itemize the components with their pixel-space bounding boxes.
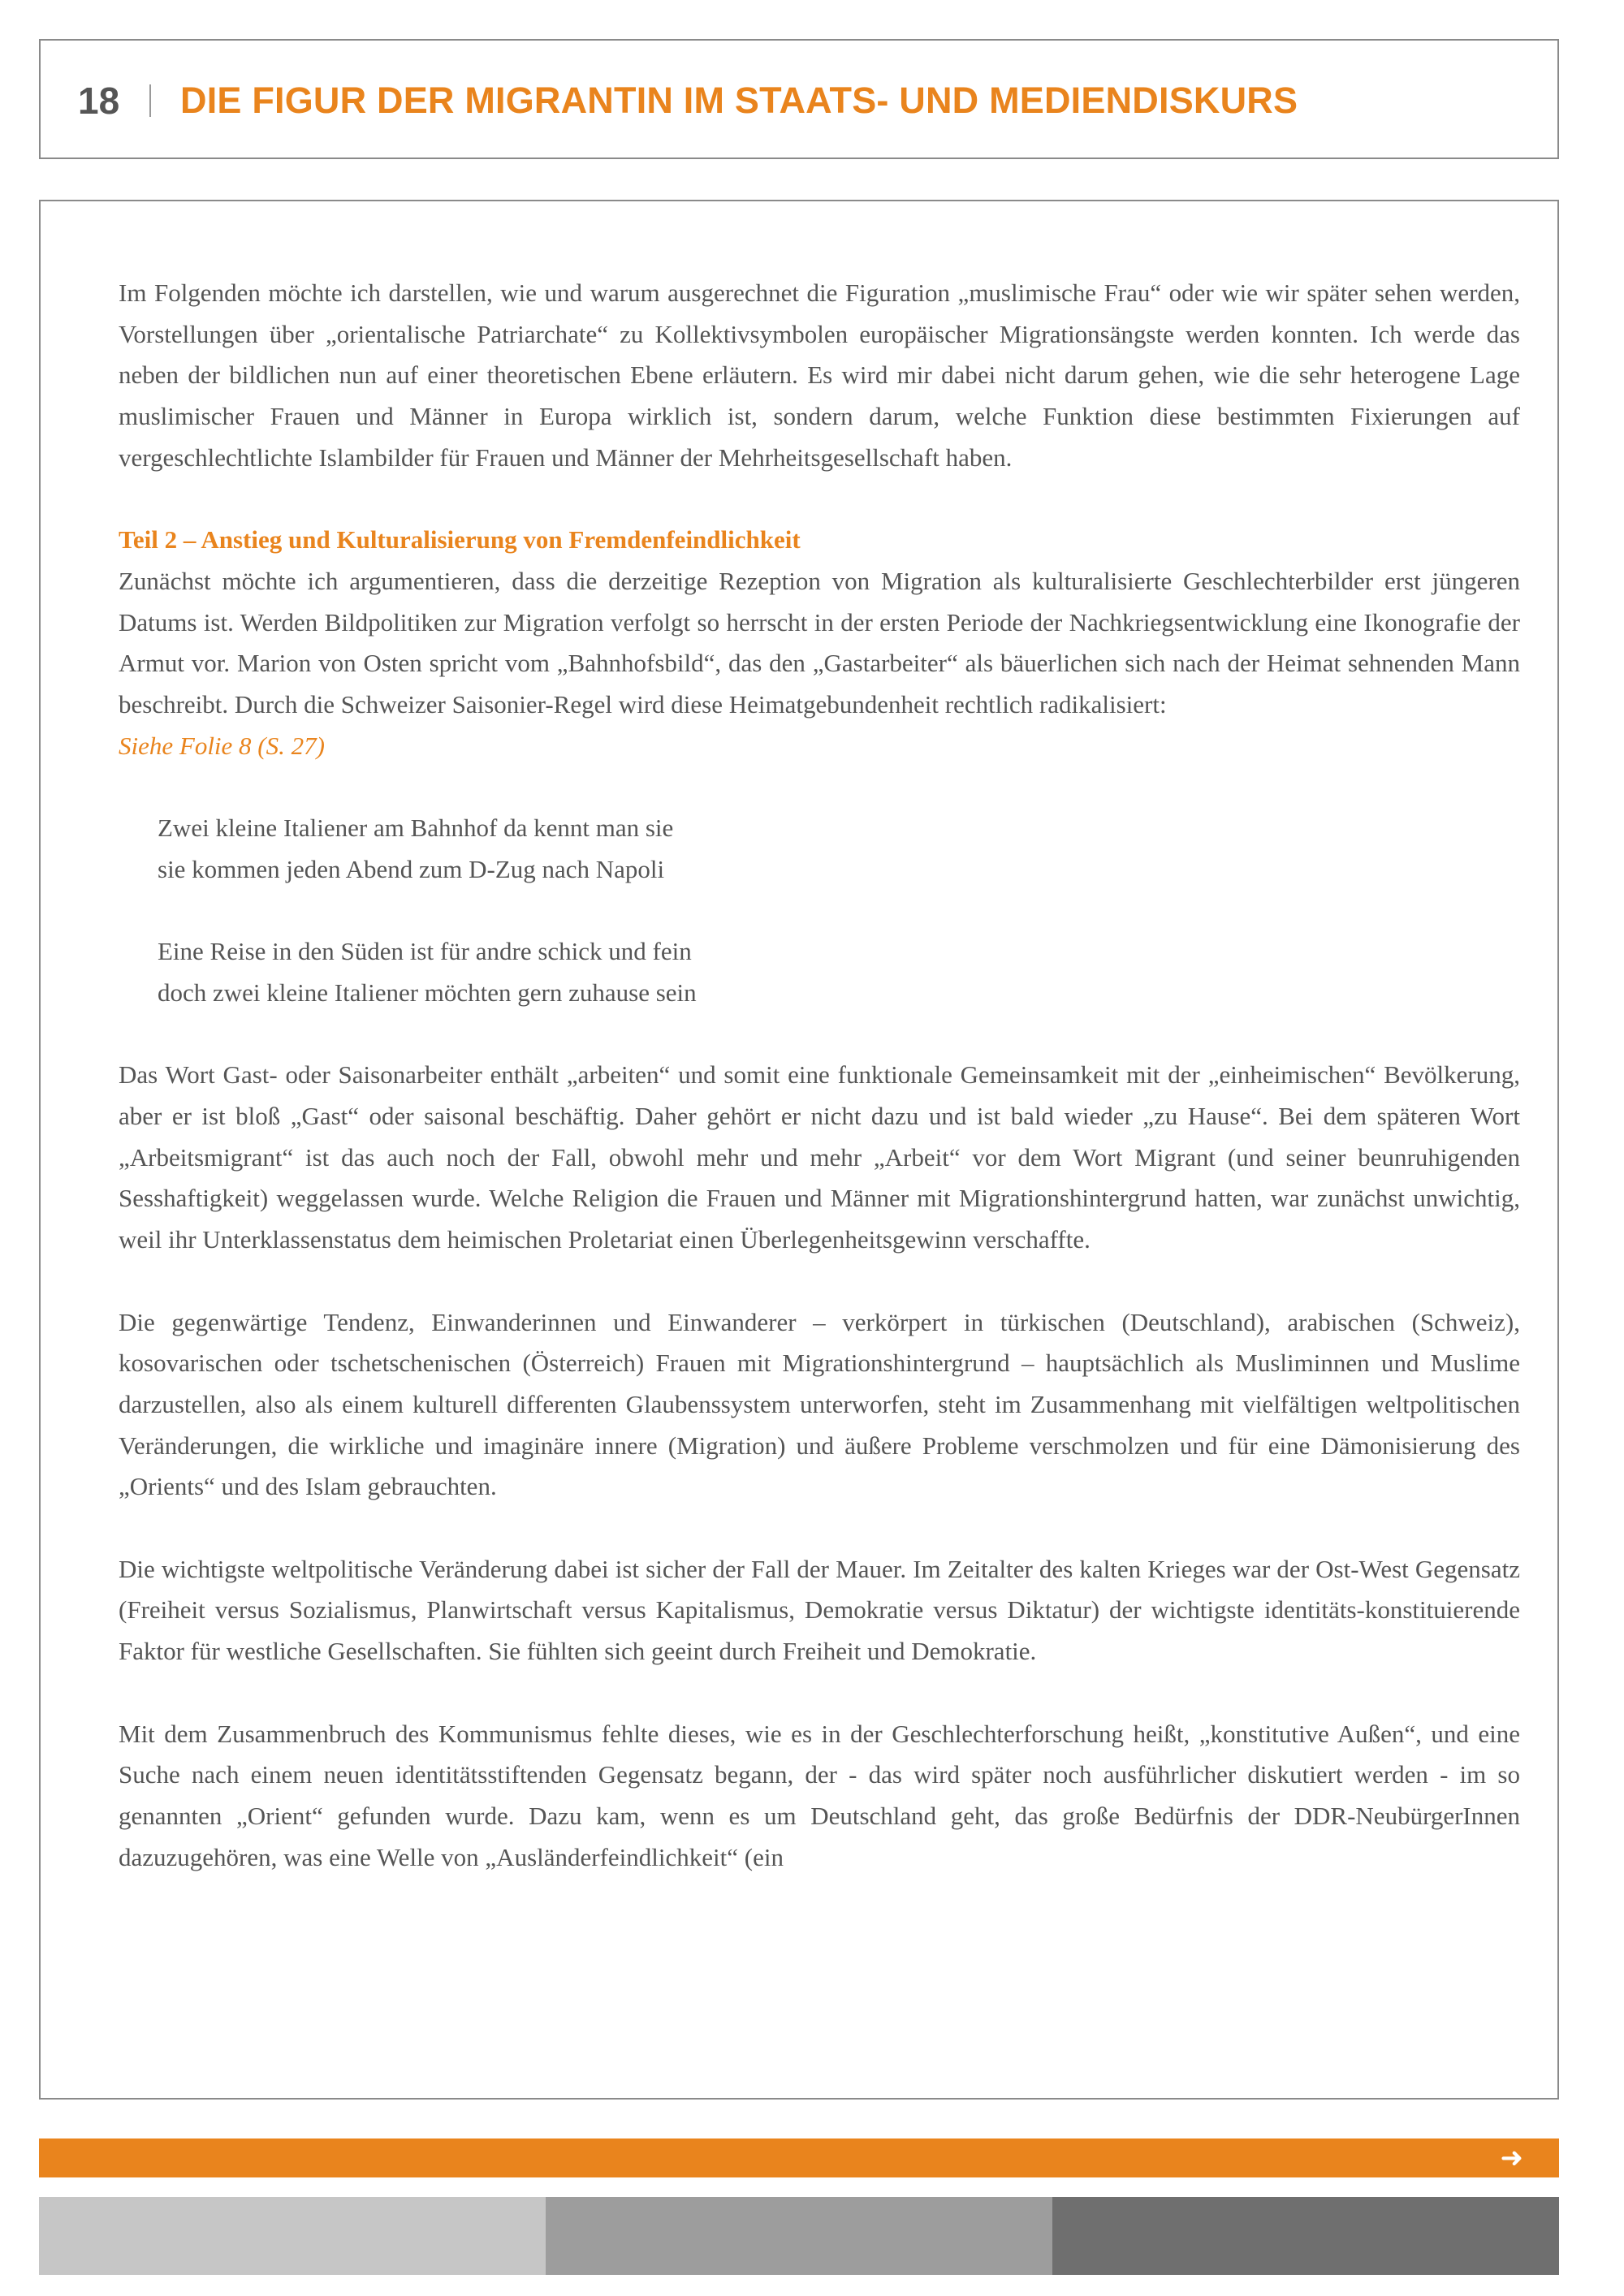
page-title: DIE FIGUR DER MIGRANTIN IM STAATS- UND MEDIENDISKURS (180, 80, 1298, 121)
footer-bar-light (39, 2197, 546, 2275)
section-paragraph: Zunächst möchte ich argumentieren, dass die derzeitige Rezeption von Migration als kulturalisierte Geschlechterbilder erst jüngeren Datums ist. Werden Bildpolitiken zur Migration verfolgt so herrscht in der ersten Periode der Nachkriegsentwicklung eine Ikonografie der Armut vor. Marion von Osten spricht vom „Bahnhofsbild“, das den „Gastarbeiter“ als bäuerlichen sich nach der Heimat sehnenden Mann beschreibt. Durch die Schweizer Saisonier-Regel wird diese Heimatgebundenheit rechtlich radikalisiert: (119, 566, 1520, 719)
poem-line: Zwei kleine Italiener am Bahnhof da kennt man sie (158, 814, 674, 843)
poem-line: sie kommen jeden Abend zum D-Zug nach Napoli (158, 854, 665, 883)
body-paragraph-gastarbeiter: Das Wort Gast- oder Saisonarbeiter enthält „arbeiten“ und somit eine funktionale Gemeinsamkeit mit der „einheimischen“ Bevölkerung, aber er ist bloß „Gast“ oder saisonal beschäftig. Daher gehört er nicht dazu und ist bald wieder „zu Hause“. Bei dem späteren Wort „Arbeitsmigrant“ ist das auch noch der Fall, obwohl mehr und mehr „Arbeit“ vor dem Wort Migrant (und seiner beunruhigenden Sesshaftigkeit) weggelassen wurde. Welche Religion die Frauen und Männer mit Migrationshintergrund hatten, war zunächst unwichtig, weil ihr Unterklassenstatus dem heimischen Proletariat einen Überlegenheitsgewinn verschaffte. (119, 1060, 1520, 1254)
content-frame (39, 200, 1559, 2100)
header-divider (149, 84, 151, 117)
footer-accent-bar (39, 2138, 1559, 2177)
body-paragraph-kommunismus: Mit dem Zusammenbruch des Kommunismus fehlte dieses, wie es in der Geschlechterforschung heißt, „konstitutive Außen“, und eine Suche nach einem neuen identitätsstiftenden Gegensatz begann, der - das wird später noch ausführlicher diskutiert werden - im so genannten „Orient“ gefunden wurde. Dazu kam, wenn es um Deutschland geht, das große Bedürfnis der DDR-NeubürgerInnen dazuzugehören, was eine Welle von „Ausländerfeindlichkeit“ (ein (119, 1719, 1520, 1871)
poem-stanza (158, 931, 1520, 1013)
page-number: 18 (78, 80, 120, 122)
section-heading: Teil 2 – Anstieg und Kulturalisierung von Fremdenfeindlichkeit (119, 525, 801, 555)
poem-line: doch zwei kleine Italiener möchten gern zuhause sein (158, 978, 697, 1007)
intro-paragraph: Im Folgenden möchte ich darstellen, wie und warum ausgerechnet die Figuration „muslimische Frau“ oder wie wir später sehen werden, Vorstellungen über „orientalische Patriarchate“ zu Kollektivsymbolen europäischer Migrationsängste werden konnten. Ich werde das neben der bildlichen nun auf einer theoretischen Ebene erläutern. Es wird mir dabei nicht darum gehen, wie die sehr heterogene Lage muslimischer Frauen und Männer in Europa wirklich ist, sondern darum, welche Funktion diese bestimmten Fixierungen auf vergeschlechtlichte Islambilder für Frauen und Männer der Mehrheitsgesellschaft haben. (119, 278, 1520, 472)
slide-reference-link[interactable]: Siehe Folie 8 (S. 27) (119, 731, 325, 760)
poem-stanza (158, 808, 1520, 890)
article-body (119, 273, 1520, 1878)
song-quote (158, 808, 1520, 1014)
body-paragraph-tendenz: Die gegenwärtige Tendenz, Einwanderinnen und Einwanderer – verkörpert in türkischen (Deutschland), arabischen (Schweiz), kosovarischen oder tschetschenischen (Österreich) Frauen mit Migrationshintergrund – hauptsächlich als Musliminnen und Muslime darzustellen, also als einem kulturell differenten Glaubenssystem unterworfen, steht im Zusammenhang mit vielfältigen weltpolitischen Veränderungen, die wirkliche und imaginäre innere (Migration) und äußere Probleme verschmolzen und für eine Dämonisierung des „Orients“ und des Islam gebrauchten. (119, 1307, 1520, 1501)
page-header (39, 39, 1559, 159)
next-page-arrow-icon[interactable]: ➜ (1500, 2142, 1523, 2174)
poem-line: Eine Reise in den Süden ist für andre schick und fein (158, 937, 692, 966)
footer-bar-mid (546, 2197, 1052, 2275)
footer-bar-dark (1052, 2197, 1559, 2275)
section-block (119, 520, 1520, 726)
body-paragraph-mauer: Die wichtigste weltpolitische Veränderung dabei ist sicher der Fall der Mauer. Im Zeitalter des kalten Krieges war der Ost-West Gegensatz (Freiheit versus Sozialismus, Planwirtschaft versus Kapitalismus, Demokratie versus Diktatur) der wichtigste identitäts-konstituierende Faktor für westliche Gesellschaften. Sie fühlten sich geeint durch Freiheit und Demokratie. (119, 1554, 1520, 1666)
